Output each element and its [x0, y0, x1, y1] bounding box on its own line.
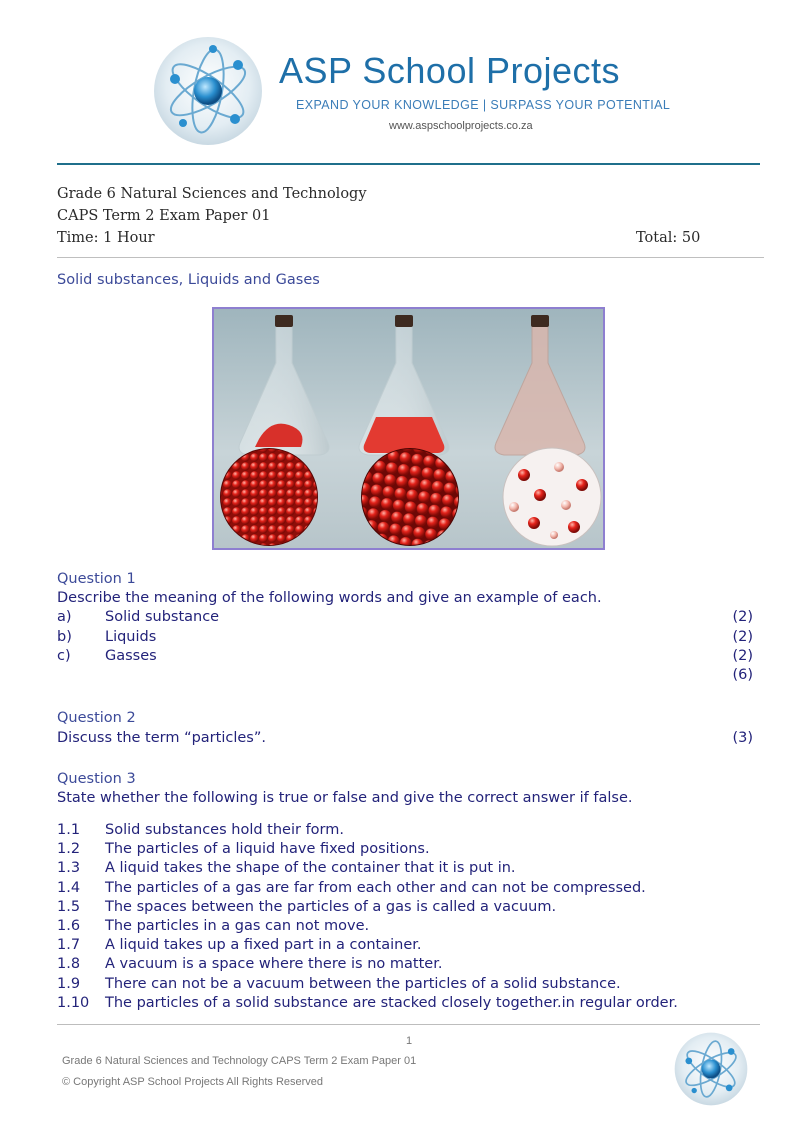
question-2-heading: Question 2 [57, 710, 136, 726]
meta-rule [57, 257, 764, 258]
question-1-heading: Question 1 [57, 571, 136, 587]
question-1-prompt: Describe the meaning of the following words and give an example of each. [57, 590, 602, 606]
footer-copyright: © Copyright ASP School Projects All Rights Reserved [62, 1076, 324, 1088]
time-label: Time: 1 Hour [57, 230, 155, 246]
question-3-item-text: Solid substances hold their form. [105, 822, 344, 838]
question-3-item-number: 1.8 [57, 956, 81, 973]
atom-logo-icon [153, 35, 263, 147]
section-title: Solid substances, Liquids and Gases [57, 272, 320, 288]
question-1-item-text: Liquids [105, 628, 157, 645]
paper-title: CAPS Term 2 Exam Paper 01 [57, 208, 271, 224]
brand-title: ASP School Projects [279, 50, 621, 91]
question-3-item-text: A liquid takes the shape of the container that it is put in. [105, 860, 516, 877]
question-3-item-text: A liquid takes up a fixed part in a container. [105, 937, 422, 954]
footer-rule [57, 1024, 760, 1025]
question-3-item-number: 1.7 [57, 937, 81, 954]
question-2-prompt: Discuss the term “particles”. [57, 730, 266, 746]
question-3-item-number: 1.3 [57, 860, 81, 877]
page-number: 1 [406, 1035, 413, 1047]
brand-url: www.aspschoolprojects.co.za [389, 120, 533, 132]
atom-logo-icon [674, 1031, 748, 1107]
question-1-item-marks: (2) [732, 628, 753, 645]
grade-subject: Grade 6 Natural Sciences and Technology [57, 186, 367, 202]
question-1-item-label: a) [57, 609, 72, 625]
brand-tagline: EXPAND YOUR KNOWLEDGE | SURPASS YOUR POTENTIAL [296, 98, 671, 112]
question-1-item-label: b) [57, 628, 72, 645]
question-3-prompt: State whether the following is true or false and give the correct answer if false. [57, 790, 633, 806]
states-of-matter-illustration [212, 307, 605, 550]
footer-paper-title: Grade 6 Natural Sciences and Technology CAPS Term 2 Exam Paper 01 [62, 1055, 417, 1067]
question-1-item-label: c) [57, 648, 71, 664]
question-3-item-text: There can not be a vacuum between the particles of a solid substance. [105, 975, 621, 992]
question-3-item-number: 1.4 [57, 879, 81, 896]
question-3-item-text: The particles of a solid substance are stacked closely together.in regular order. [105, 994, 678, 1011]
question-1-item-marks: (2) [732, 648, 753, 664]
question-3-item-text: The particles of a liquid have fixed positions. [105, 841, 430, 858]
question-3-item-text: The particles in a gas can not move. [105, 918, 370, 934]
question-1-item-text: Gasses [105, 648, 157, 664]
header-rule [57, 163, 760, 165]
total-label: Total: 50 [636, 230, 701, 246]
question-3-item-number: 1.5 [57, 898, 81, 915]
question-3-item-number: 1.1 [57, 822, 81, 838]
question-3-item-text: The particles of a gas are far from each other and can not be compressed. [105, 879, 646, 896]
question-3-heading: Question 3 [57, 771, 136, 787]
question-1-item-marks: (2) [732, 609, 753, 625]
question-3-item-number: 1.2 [57, 841, 81, 858]
question-3-item-number: 1.10 [57, 994, 90, 1011]
question-1-total: (6) [732, 667, 753, 683]
question-3-item-number: 1.6 [57, 918, 81, 934]
question-3-item-text: A vacuum is a space where there is no matter. [105, 956, 443, 973]
question-2-marks: (3) [732, 730, 753, 746]
question-1-item-text: Solid substance [105, 609, 220, 625]
question-3-item-text: The spaces between the particles of a gas is called a vacuum. [105, 898, 557, 915]
question-3-item-number: 1.9 [57, 975, 81, 992]
